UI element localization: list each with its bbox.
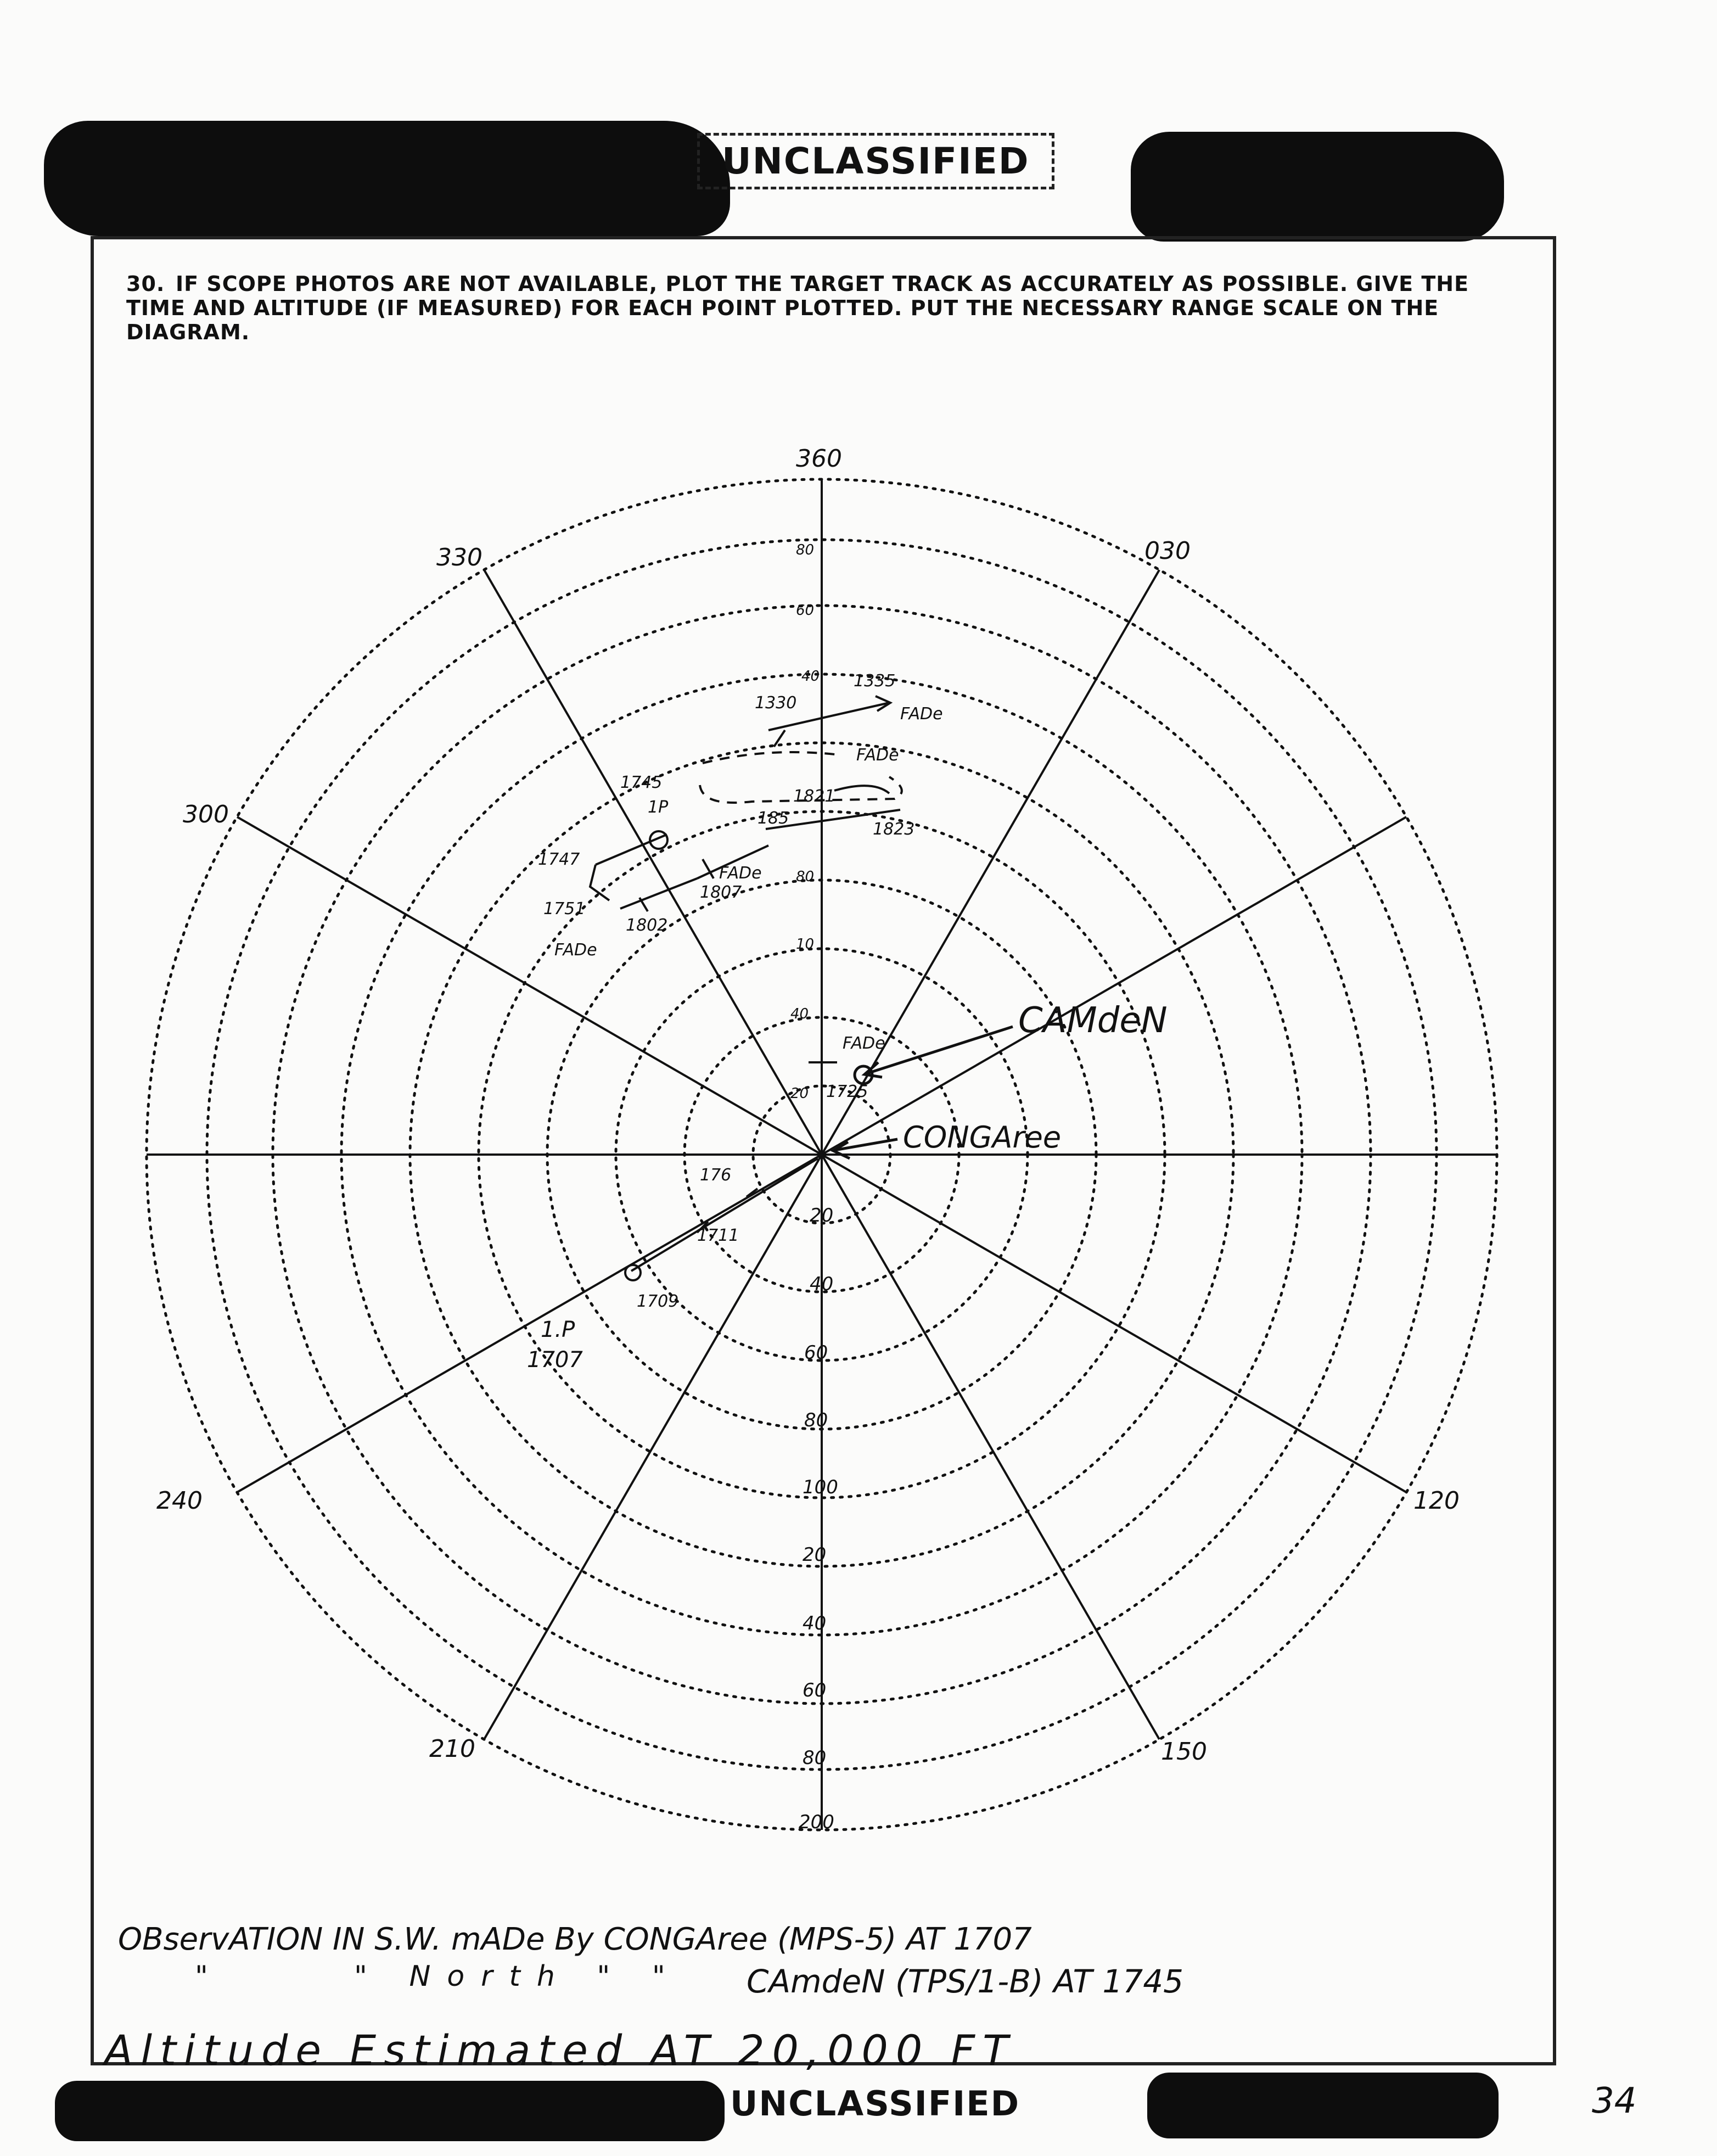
- track-label: FADe: [719, 864, 762, 883]
- range-labels-south: [799, 1205, 838, 1833]
- bearing-label: 120: [1413, 1487, 1460, 1515]
- range-label: 20: [790, 1085, 809, 1102]
- range-label: 10: [796, 936, 815, 953]
- track-label: 1.P: [541, 1317, 575, 1342]
- range-label: 20: [803, 1544, 827, 1566]
- header-stamp: UNCLASSIFIED: [697, 140, 1054, 182]
- track-label: 1823: [873, 820, 915, 839]
- footer-stamp: UNCLASSIFIED: [730, 2084, 1020, 2124]
- congaree-label: CONGAree: [903, 1120, 1062, 1155]
- range-label: 100: [803, 1476, 838, 1498]
- track-dashed: [703, 752, 840, 763]
- track-label: 1711: [697, 1226, 739, 1245]
- track-curve: [834, 786, 889, 793]
- track-label: 1725: [826, 1082, 868, 1101]
- track-label: 1751: [543, 899, 586, 919]
- range-label: 40: [803, 1612, 827, 1634]
- range-label: 40: [790, 1006, 809, 1022]
- range-label: 60: [796, 602, 815, 619]
- range-label: 60: [804, 1342, 828, 1364]
- track-label: 1330: [755, 693, 797, 713]
- instruction-number: 30.: [126, 272, 165, 296]
- note-line-2-ditto: ": [195, 1960, 208, 1993]
- track-labels: [527, 671, 943, 1373]
- page-number: 34: [1592, 2081, 1637, 2121]
- range-label: 60: [803, 1679, 827, 1701]
- camden-label: CAMdeN: [1018, 1000, 1168, 1041]
- bearing-label: 030: [1144, 537, 1191, 565]
- range-label: 40: [810, 1273, 834, 1295]
- track-label: 1747: [538, 850, 580, 869]
- initial-point-marker: [625, 1265, 641, 1280]
- track-label: 1745: [620, 773, 663, 792]
- range-label: 80: [796, 542, 815, 558]
- track-label: FADe: [554, 940, 597, 960]
- track-label: 1707: [527, 1347, 583, 1373]
- bearing-label: 300: [183, 800, 229, 828]
- track-1747: [596, 835, 667, 865]
- bearing-label: 360: [796, 445, 842, 473]
- range-label: 80: [796, 869, 815, 885]
- range-label: 80: [804, 1409, 828, 1431]
- range-label: 80: [803, 1747, 827, 1769]
- track-label: 1709: [637, 1292, 679, 1311]
- track-1751-1807: [620, 878, 697, 909]
- track-label: 176: [700, 1166, 732, 1185]
- camden-pointer: [867, 1027, 1013, 1073]
- track-label: FADe: [900, 704, 943, 724]
- note-line-1: OBservATION IN S.W. mADe By CONGAree (MPS-5) AT 1707: [118, 1922, 1032, 1957]
- track-label: 185: [758, 809, 789, 828]
- instruction-body: IF SCOPE PHOTOS ARE NOT AVAILABLE, PLOT THE TARGET TRACK AS ACCURATELY AS POSSIBLE. GIVE THE TIME AND ALTITUDE (IF MEASURED) FOR EACH POINT PLOTTED. PUT THE NECESSARY RANGE SCALE ON THE DIAGRAM.: [126, 272, 1469, 344]
- bearing-label: 330: [436, 544, 482, 572]
- track-label: 1807: [700, 883, 742, 902]
- note-line-2-ditto-north: " North " ": [354, 1960, 682, 1993]
- track-label: FADe: [843, 1034, 885, 1053]
- range-label: 40: [801, 668, 820, 685]
- track-label: 1P: [648, 798, 669, 817]
- track-label: 1335: [854, 671, 896, 691]
- bearing-label: 240: [156, 1487, 203, 1515]
- note-line-2: CAmdeN (TPS/1-B) AT 1745: [747, 1963, 1183, 2000]
- track-label: FADe: [856, 746, 899, 765]
- track-label: 1821: [793, 787, 835, 806]
- track-label: 1802: [626, 916, 668, 935]
- altitude-note: Altitude Estimated AT 20,000 FT: [104, 2026, 1016, 2075]
- track-1747-turn: [590, 865, 609, 900]
- range-label: 200: [799, 1811, 834, 1833]
- bearing-label: 150: [1161, 1738, 1207, 1766]
- bearing-label: 210: [429, 1735, 475, 1763]
- range-label: 20: [810, 1205, 834, 1227]
